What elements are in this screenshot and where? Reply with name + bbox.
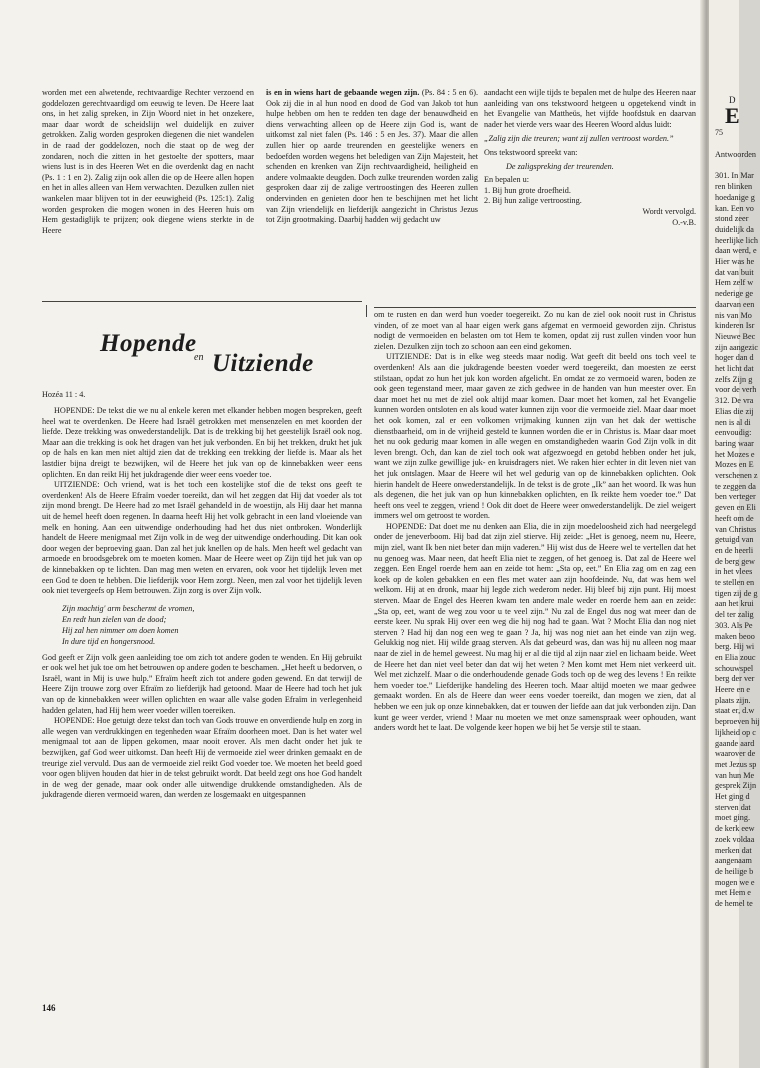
next-page-line: Het ging d xyxy=(715,792,750,801)
sermon-theme: De zaligspreking der treurenden. xyxy=(506,161,614,171)
text-quote: „Zalig zijn die treuren; want zij zullen vertroost worden.” xyxy=(484,134,674,144)
next-page-line: 303. Als Pe xyxy=(715,620,753,630)
next-page-line: dat van buit xyxy=(715,267,754,277)
next-page-line: zijn aangezic xyxy=(715,342,758,352)
next-page-line: zoek voldaa xyxy=(715,834,755,844)
next-page-line: daan werd, e xyxy=(715,246,757,256)
next-page-line: het Mozes e xyxy=(715,449,755,459)
next-page-line: 301. In Mar xyxy=(715,171,754,181)
next-page-line: voor de verh xyxy=(715,385,757,395)
top-column-2-body: (Ps. 84 : 5 en 6). Ook zij die in al hun nood en dood de God van Jakob tot hun hulpe hebben om hen te redden ten dage der benauwdheid en diens verwachting alleen op de Heere zijn God is, want de uitkomst zal niet falen (Ps. 146 : 5 en Jes. 37). Maar die allen zullen hier op aarde treurenden en geestelijke weners en bedoefden worden wegens het beledigen van Zijn Majesteit, het schenden en krenken van Zijn rechtvaardigheid, heiligheid en andere volmaakte deugden. Doch zulke treurenden worden zalig gesproken daar zij de zalige vertroostingen des Heeren zullen ondervinden en genieten door hen te beschijnen met het licht van Zijn vriendelijk en liefderijk aangezicht in Christus Jezus tot Zijn grootmaking. Daarbij hadden wij gedacht uw xyxy=(266,88,479,225)
next-page-line: zelfs Zijn g xyxy=(715,374,753,384)
point-2: 2. Bij hun zalige vertroosting. xyxy=(484,196,582,206)
next-page-line: het licht dat xyxy=(715,364,754,373)
next-page-line: hoedanige g xyxy=(715,192,755,202)
next-page-line: moet ging. xyxy=(715,813,751,823)
next-page-line: schouwspel xyxy=(715,663,754,673)
article-column-right xyxy=(374,310,696,1010)
next-page-line: in het vlees xyxy=(715,567,753,577)
next-page-line: ren blinken xyxy=(715,182,753,192)
next-page-title-fragment: E xyxy=(725,103,740,128)
next-page-line: heerlijke lich xyxy=(715,235,758,245)
next-page-line: kinderen Isr xyxy=(715,321,755,331)
next-page-line: hoger dan d xyxy=(715,353,754,363)
next-page-line: waarover de xyxy=(715,749,756,759)
page-number: 146 xyxy=(42,1003,56,1013)
paragraph-hopende-1: HOPENDE: De tekst die we nu al enkele keren met elkander hebben mogen bespreken, geeft heel wat te overdenken. De Heere had Israël getrokken met mensenzelen en met koorden der liefde. Deze trekking was onwederstandelijk. Dat is de trekking bij het geestelijk Israël ook nog. Maar aan die trekking is ook het dragen van het juk verbonden. En bij het trekken, drukt het juk op de hals en kan men niet altijd zien dat de trekking een trekking der liefde is. Maar als het lastdier bijna dreigt te bezwijken, wil de Heere het juk van op de kinnebakken weer eens oplichten. En dan reikt Hij het jukdragende dier weer eens voeder toe. xyxy=(42,406,362,479)
divider-right xyxy=(374,307,696,308)
next-page-line: met Hem e xyxy=(715,888,751,898)
top-column-1 xyxy=(42,88,254,288)
next-page-line: van hun Me xyxy=(715,770,755,780)
poem-line-3: Hij zal hen nimmer om doen komen xyxy=(62,625,179,635)
next-page-line: de heilige b xyxy=(715,866,754,876)
next-page-line: sterven dat xyxy=(715,802,751,812)
next-page-line: staat er, d.w xyxy=(715,706,755,716)
next-page-line: 312. De vra xyxy=(715,396,754,406)
signature: O.-v.B. xyxy=(672,217,696,227)
next-page-line: lijkheid op c xyxy=(715,727,756,737)
next-page-line: de berg gew xyxy=(715,556,755,566)
next-page-line: stond zeer xyxy=(715,214,749,224)
next-page-header: D xyxy=(729,95,736,105)
next-page-line: gesprek Zijn xyxy=(715,781,757,791)
next-page-line: heeft om de xyxy=(715,513,754,523)
next-page-line: aangenaam xyxy=(715,856,752,866)
next-page-line: mogen we e xyxy=(715,877,755,887)
top-column-2 xyxy=(266,88,478,288)
next-page-line: geven en Eli xyxy=(715,503,756,513)
top-column-1-text: worden met een alwetende, rechtvaardige Rechter verzoend en goddelozen gerechtvaardigd om eeuwig te leven. De Heere laat ons, in het zalig spreken, in Zijn Woord niet in het onzekere, maar daar wordt de scheidslijn wel duidelijk en zuiver getrokken. Zalig worden gesproken diegenen die niet wandelen in de raad der goddelozen, noch die staat op de weg der zondaren, noch die zitten in het gestoelte der spotters, maar wiens lust is in des Heeren Wet en die overdenkt dag en nacht (Ps. 1 : 1 en 2). Zalig zijn ook allen die op de Heere allen hopen en het in alles alleen van Hem verwachten. Dezulken zullen niet wankelen maar blijven tot in der eeuwigheid (Ps. 125:1). Zalig worden gesproken die mogen wonen in des Heeren huis om Hem gestadiglijk te prijzen; ook diegene wiens sterkte in de Heere xyxy=(42,88,254,235)
scripture-reference: Hozéa 11 : 4. xyxy=(42,390,86,399)
next-page-line: van Christus xyxy=(715,524,757,534)
next-page-line: te zeggen da xyxy=(715,481,756,491)
next-page-line: daarvan een xyxy=(715,299,755,309)
next-page-line: del ter zalig xyxy=(715,610,754,620)
point-1: 1. Bij hun grote droefheid. xyxy=(484,185,571,195)
next-page-line: verschenen z xyxy=(715,471,758,480)
top-column-2-text xyxy=(266,88,478,226)
next-page-line: kan. Een vo xyxy=(715,203,754,213)
points-label: En bepalen u: xyxy=(484,175,530,185)
next-page-line: Elias die zij xyxy=(715,406,754,416)
next-page-line: ben verteger xyxy=(715,492,756,502)
paragraph-uitziende-1: UITZIENDE: Och vriend, wat is het toch een kostelijke stof die de tekst ons geeft te overdenken! Als de Heere Efraïm voeder toereikt, dan wil het zeggen dat Hij dat voeder als tot zijn mond brengt. De Heere had zo met Israël gehandeld in de woestijn, als Hij daar het manna uit de hemel heeft doen regenen. In daarna heeft Hij het volk gebracht in een land vloeiende van melk en honing. Aan een uitwendige onderhouding had het dus niet ontbroken. Wonderlijk handelt de Heere menigmaal met Zijn volk in de weg der uitwendige onderhouding. Dit kan ook door wegen der beproeving gaan. Dan zal het juk knellen op de hals. Men heeft wel gedacht van armoede en broodsgebrek om te moeten komen. Maar de Heere weet op Zijn tijd het juk van op de kinnebakken op te lichten. Dan mag men weten en ervaren, ook voor het tijdelijk leven met een God te doen te hebben. Die liefderijk voor Hem zorgt. Neen, men zal voor het tijdelijk leven ook niet tevergeefs op Hem betrouwen. Zijn zorg is over Zijn volk. xyxy=(42,480,362,596)
poem xyxy=(62,603,362,647)
next-page-line: nis van Mo xyxy=(715,310,752,320)
next-page-line: en Elia zouc xyxy=(715,652,756,662)
next-page-line: te stellen en xyxy=(715,578,755,587)
next-page-line: merken dat xyxy=(715,845,752,855)
theme-label: Ons tekstwoord spreekt van: xyxy=(484,147,578,157)
next-page-line: aan het krui xyxy=(715,599,754,609)
top-column-2-lead: is en in wiens hart de gebaande wegen zijn. xyxy=(266,88,420,97)
paragraph-hopende-2: HOPENDE: Hoe getuigt deze tekst dan toch van Gods trouwe en onverdiende hulp en zorg in alle wegen van verdrukkingen en tegenheden waar Efraïm doorheen moet. Dan is het water wel menigmaal tot aan de lippen gekomen, maar nooit erover. Als men dacht onder het juk te bezwijken, gaf God weer uitkomst. Dan heeft Hij de vermoeide ziel weer drinken gemaakt en de treurige ziel vervuld. Dus aan de vermoeide ziel reikt God voeder toe. We moeten het beeld goed voor ogen blijven houden dat hier in de tekst gebruikt wordt. Dat beeld zegt ons hoe God handelt in de weg der genade, maar ook onder alle uitwendige drukkende omstandigheden. Als de jukdragende dieren vermoeid waren, dan werden ze losgemaakt en uitgespannen xyxy=(42,716,362,800)
column-divider xyxy=(366,305,367,317)
next-page-line: Mozes en E xyxy=(715,460,754,470)
next-page-line: Hier was he xyxy=(715,257,755,266)
paragraph-hopende-3: HOPENDE: Dat doet me nu denken aan Elia, die in zijn moedeloosheid zich had neergelegd onder de jeneverboom. Hij bad dat zijn ziel stierve. Hij zeide: „Het is genoeg, neem nu, Heere, mijn ziel, want Ik ben niet beter dan mijn vaderen.” Hij wist dus de Heere wel te vertellen dat het nu genoeg was. Maar neen, dat heeft Elia niet te zeggen, of het genoeg is. Dat zal de Heere wel zeggen. Een Engel roerde hem aan en zeide tot hem: „Sta op, eet.” En Elia zag om en zag een koek op de kolen gebakken en een fles met water aan zijn hoofdeinde. Nu, dat was hem wel welkom. Hij at en dronk, maar hij legde zich wederom neder. Hij bleef bij zijn punt. Hij moest sterven. Maar de Engel des Heeren kwam ten andere male weder en roerde hem aan en zeide: „Sta op, eet, want de weg zou voor u te veel zijn.” Nu zal de Engel dus nog wat meer dan de eerste keer. Nu sprak Hij over een weg die hij nog had te gaan. Wat ? Mocht Elia dan nog niet sterven ? Had hij dan nog een weg te gaan ? Ja, hij was nog niet aan het einde van zijn weg. Gelukkig nog niet. Hij wilde graag sterven. Als dat gebeurd was, dan was hij nu alleen nog maar naar de ziel in de hemel geweest. Nu mag hij er al die tijd al zijn naar ziel en lichaam beide. Weet de Heere het dan niet veel beter dan dat wij het weten ? Men komt met Hem niet verkeerd uit. Wel met zichzelf. Maar o die onderhoudende genade Gods toch op de weg des levens ! En reikte hem voeder toe.” Liefderijke handeling des Heeren toch. Maar altijd moeten we maar gedwee gemaakt worden. En als de Heere dan weer eens voeder toereikt, dan mogen we zien, dat al hebben we een juk op onze kinnebakken, dat er touwen der liefde aan dat juk verbonden zijn. Dan kunt ge weer verder, vriend ! Maar nu moeten we met onze samenspraak weer ophouden, want anders wordt het te laat. De volgende keer hopen we bij het 5e versje stil te staan. xyxy=(374,521,696,733)
paragraph-uitziende-2: UITZIENDE: Dat is in elke weg steeds maar nodig. Wat geeft dit beeld ons toch veel te overdenken! Als aan die jukdragende beesten voeder werd toegereikt, dan moesten ze eerst stilstaan, opdat zo hun het juk kon worden afgelicht. En omdat ze zo vermoeid waren, boden ze ook geen tegenstand meer, maar gaven ze zich gedwee in de handen van hun meester over. En daar moet het nu met de ziel ook altijd maar komen. Daar moet het komen, zal het Evangelie kunnen worden ontsloten en als koud water kunnen zijn voor die vermoeide ziel. Maar daar moet het ook komen, zal er een volkomen vrijmaking kunnen zijn van het dak der wettische dienstbaarheid, om in de vrijheid gesteld te kunnen worden die er in Christus is. Maar daar moet het nu ook gedurig maar komen in alle wegen en omstandigheden waarin God Zijn volk in dit leven brengt. Och, dan kan de ziel toch ook wat afgezwoegd en getobd hebben onder het juk, want we zijn zulke gewillige juk- en kruisdragers niet. We raken hier echter in dit leven niet van het juk ontslagen. Maar de Heere wil het wel gedurig van op de kinnebakken oplichten. Ook hierin handelt de Heere onwederstandelijk. In de tekst is de grote „Ik” aan het woord. Ik was hun als degenen, die het juk van op hun kinnebakken oplichten, en Ik reikte hem voeder toe.” Dat heeft ons veel te zeggen, vriend ! Ook dit doet de Heere weer onwederstandelijk. De ziel weigert immers wel om getroost te worden. xyxy=(374,352,696,521)
next-page-line: baring waar xyxy=(715,438,754,448)
next-page-line: de hemel te xyxy=(715,899,753,908)
next-page-line: tigen zij de g xyxy=(715,588,758,598)
next-page-line: gaande aard xyxy=(715,738,755,748)
continued-note: Wordt vervolgd. xyxy=(642,206,696,216)
article-column-left xyxy=(42,406,362,1002)
next-page-line: Hem zelf w xyxy=(715,278,754,288)
next-page-line: plaats zijn. xyxy=(715,695,751,705)
next-page-line: Heere en e xyxy=(715,685,750,694)
next-page-line: duidelijk da xyxy=(715,224,754,234)
paragraph-rest: om te rusten en dan werd hun voeder toegereikt. Zo nu kan de ziel ook nooit rust in Christus vinden, of ze moet van al haar eigen werk gans afgemat en vermoeid geworden zijn. Christus nodigt de vermoeiden en belasten om tot Hem te komen, opdat zij rust zullen vinden voor hun zielen. Dezulken zijn toch zo schoon aan een eind gekomen. xyxy=(374,310,696,351)
next-page-line: maken beoo xyxy=(715,631,755,641)
next-page-number: 75 xyxy=(715,128,723,137)
poem-line-4: In dure tijd en hongersnood. xyxy=(62,636,156,646)
next-page-line: de kerk eew xyxy=(715,824,755,834)
article-title-part1: Hopende xyxy=(100,330,197,357)
poem-line-1: Zijn machtig' arm beschermt de vromen, xyxy=(62,603,195,613)
next-page-line: en de heerli xyxy=(715,545,754,555)
article-title-part2: Uitziende xyxy=(212,350,314,377)
next-page-line: nen is al di xyxy=(715,417,751,427)
next-page-line: berg der ver xyxy=(715,674,755,684)
next-page-line: nederige ge xyxy=(715,289,753,299)
article-title-connector: en xyxy=(194,352,204,363)
divider-left xyxy=(42,301,362,302)
next-page-line: getuigd van xyxy=(715,535,754,545)
next-page-line: berg. Hij wi xyxy=(715,642,755,652)
next-page-line: Nieuwe Bec xyxy=(715,331,756,341)
next-page-line: eenvoudig: xyxy=(715,428,752,438)
next-page-line: beproeven hij xyxy=(715,717,760,727)
top-column-3 xyxy=(484,88,696,288)
top-column-3-text: aandacht een wijle tijds te bepalen met de hulpe des Heeren naar aanleiding van ons tekstwoord hetgeen u opgetekend vindt in het Evangelie van Mattheüs, het vijfde hoofdstuk en daarvan nader het vierde vers waar des Heeren Woord aldus luidt: xyxy=(484,88,696,129)
poem-line-2: En redt hun zielen van de dood; xyxy=(62,614,167,624)
next-page-line: met Jezus sp xyxy=(715,759,757,769)
next-page-line: Antwoorden xyxy=(715,150,756,159)
next-page-edge xyxy=(708,0,760,1068)
paragraph-continued: God geeft er Zijn volk geen aanleiding toe om zich tot andere goden te wenden. En Hij gebruikt er ook wel het juk toe om het betrouwen op andere goden te beschamen. „Het heeft u bedorven, o Israël, want in Mij is uwe hulp.” Efraïm heeft zich tot andere goden gewend. En dat terwijl de Heere Zijn trouwe zorg over Efraïm zo liefderijk had getoond. Maar de Heere had toch het juk van op de kinnebakken weer willen oplichten en waar alle valse goden Efraïm in verlegenheid hadden gelaten, had Hij hem weer voeder willen toereiken. xyxy=(42,652,362,715)
